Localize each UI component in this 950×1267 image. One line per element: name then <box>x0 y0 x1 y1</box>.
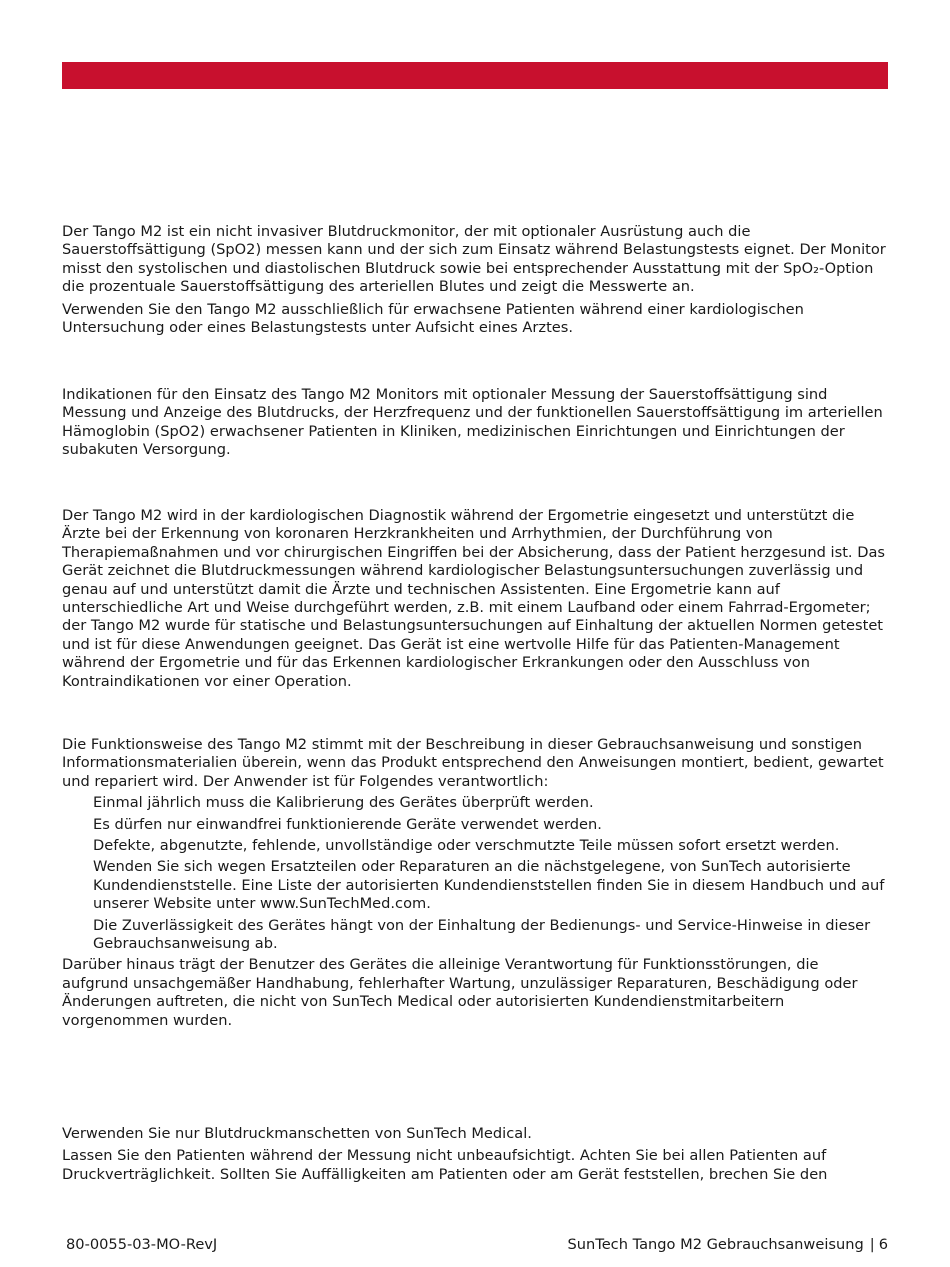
list-item: Es dürfen nur einwandfrei funktionierende Geräte verwendet werden. <box>93 815 602 833</box>
indications-paragraph: Indikationen für den Einsatz des Tango M2 Monitors mit optionaler Messung der Sauerstoffsättigung sind Messung und Anzeige des Blutdrucks, der Herzfrequenz und der funktionellen Sauerstoffsättigung im arteriellen Hämoglobin (SpO2) erwachsener Patienten in Kliniken, medizinischen Einrichtungen und Einrichtungen der subakuten Versorgung. <box>62 386 883 459</box>
indications-section <box>62 386 886 460</box>
diagnostics-paragraph: Der Tango M2 wird in der kardiologischen Diagnostik während der Ergometrie eingesetzt und unterstützt die Ärzte bei der Erkennung von koronaren Herzkrankheiten und Arrhythmien, der Durchführung von Therapiemaßnahmen und vor chirurgischen Eingriffen bei der Absicherung, dass der Patient herzgesund ist. Das Gerät zeichnet die Blutdruckmessungen während kardiologischer Belastungsuntersuchungen zuverlässig und genau auf und unterstützt damit die Ärzte und technischen Assistenten. Eine Ergometrie kann auf unterschiedliche Art und Weise durchgeführt werden, z.B. mit einem Laufband oder einem Fahrrad-Ergometer; der Tango M2 wurde für statische und Belastungsuntersuchungen auf Einhaltung der aktuellen Normen getestet und ist für diese Anwendungen geeignet. Das Gerät ist eine wertvolle Hilfe für das Patienten-Management während der Ergometrie und für das Erkennen kardiologischer Erkrankungen oder den Ausschluss von Kontraindikationen vor einer Operation. <box>62 507 885 690</box>
intro-section <box>62 223 886 337</box>
responsibility-section <box>62 736 886 1030</box>
warnings-section <box>62 1125 886 1184</box>
header-color-band <box>62 62 888 89</box>
list-item: Die Zuverlässigkeit des Gerätes hängt von der Einhaltung der Bedienungs- und Service-Hinweise in dieser Gebrauchsanweisung ab. <box>93 916 871 953</box>
warning-paragraph: Verwenden Sie nur Blutdruckmanschetten von SunTech Medical. <box>62 1125 532 1142</box>
footer-separator: | <box>869 1236 875 1253</box>
responsibility-outro: Darüber hinaus trägt der Benutzer des Gerätes die alleinige Verantwortung für Funktionsstörungen, die aufgrund unsachgemäßer Handhabung, fehlerhafter Wartung, unzulässiger Reparaturen, Beschädigung oder Änderungen auftreten, die nicht von SunTech Medical oder autorisierten Kundendienstmitarbeitern vorgenommen wurden. <box>62 956 858 1029</box>
responsibility-intro: Die Funktionsweise des Tango M2 stimmt mit der Beschreibung in dieser Gebrauchsanweisung und sonstigen Informationsmaterialien überein, wenn das Produkt entsprechend den Anweisungen montiert, bedient, gewartet und repariert wird. Der Anwender ist für Folgendes verantwortlich: <box>62 736 884 790</box>
list-item: Wenden Sie sich wegen Ersatzteilen oder Reparaturen an die nächstgelegene, von SunTech autorisierte Kundendienststelle. Eine Liste der autorisierten Kundendienststellen finden Sie in diesem Handbuch und auf unserer Website unter www.SunTechMed.com. <box>93 858 885 913</box>
page-number: 6 <box>878 1236 888 1253</box>
diagnostics-section <box>62 507 886 691</box>
list-item: Defekte, abgenutzte, fehlende, unvollständige oder verschmutzte Teile müssen sofort ersetzt werden. <box>93 837 840 855</box>
intended-use-paragraph: Verwenden Sie den Tango M2 ausschließlich für erwachsene Patienten während einer kardiologischen Untersuchung oder eines Belastungstests unter Aufsicht eines Arztes. <box>62 300 804 337</box>
footer-right <box>568 1236 889 1254</box>
list-item: Einmal jährlich muss die Kalibrierung des Gerätes überprüft werden. <box>93 794 594 812</box>
footer-title: SunTech Tango M2 Gebrauchsanweisung <box>567 1236 864 1253</box>
intro-paragraph: Der Tango M2 ist ein nicht invasiver Blutdruckmonitor, der mit optionaler Ausrüstung auch die Sauerstoffsättigung (SpO2) messen kann und der sich zum Einsatz während Belastungstests eignet. Der Monitor misst den systolischen und diastolischen Blutdruck sowie bei entsprechender Ausstattung mit der SpO₂-Option die prozentuale Sauerstoffsättigung des arteriellen Blutes und zeigt die Messwerte an. <box>62 223 886 296</box>
responsibility-list <box>62 794 886 953</box>
footer-doc-id: 80-0055-03-MO-RevJ <box>66 1236 218 1253</box>
warning-paragraph: Lassen Sie den Patienten während der Messung nicht unbeaufsichtigt. Achten Sie bei allen Patienten auf Druckverträglichkeit. Sollten Sie Auffälligkeiten am Patienten oder am Gerät feststellen, brechen Sie den <box>62 1147 828 1183</box>
